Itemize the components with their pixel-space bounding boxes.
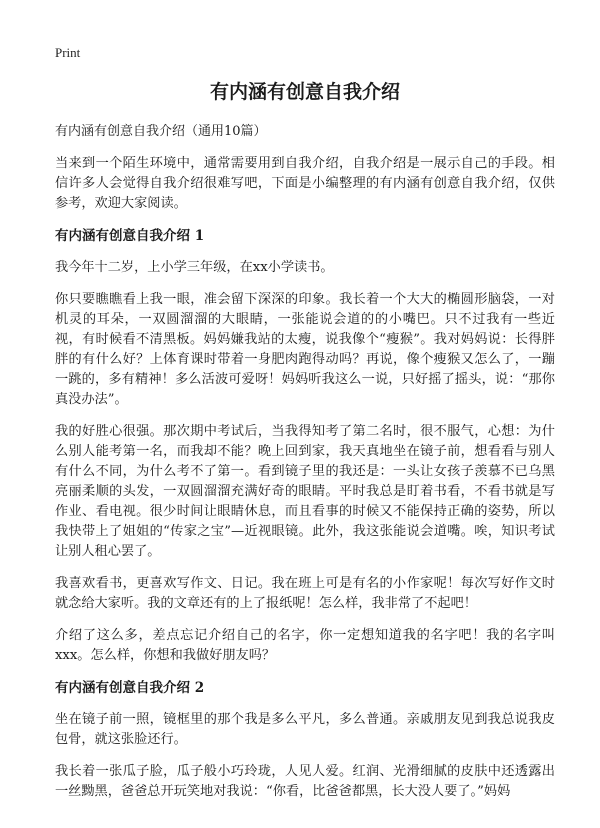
intro-paragraph: 当来到一个陌生环境中，通常需要用到自我介绍，自我介绍是一展示自己的手段。相信许多人会觉得自我介绍很难写吧，下面是小编整理的有内涵有创意自我介绍，仅供参考，欢迎大家阅读。 bbox=[55, 156, 555, 211]
section-2-paragraph-2: 我长着一张瓜子脸，瓜子般小巧玲珑，人见人爱。红润、光滑细腻的皮肤中还透露出一丝黝黑，爸爸总开玩笑地对我说：“你看，比爸爸都黑，长大没人要了。”妈妈 bbox=[55, 764, 555, 799]
print-link[interactable]: Print bbox=[55, 45, 81, 60]
document-subtitle: 有内涵有创意自我介绍（通用10篇） bbox=[55, 124, 267, 139]
section-1-paragraph-3: 我的好胜心很强。那次期中考试后，当我得知考了第二名时，很不服气，心想：为什么别人能考第一名，而我却不能？晚上回到家，我天真地坐在镜子前，想看看与别人有什么不同，为什么考不了第一。看到镜子里的我还是：一头让女孩子羡慕不已乌黑亮丽柔顺的头发，一双圆溜溜充满好奇的眼睛。平时我总是盯着书看，不看书就是写作业、看电视。很少时间让眼睛休息，而且看事的时候又不能保持正确的姿势，所以我快带上了姐姐的“传家之宝”—近视眼镜。此外，我这张能说会道嘴。唉，知识考试让别人租心罢了。 bbox=[55, 424, 555, 559]
section-1-paragraph-5: 介绍了这么多，差点忘记介绍自己的名字，你一定想知道我的名字吧！我的名字叫xxx。怎么样，你想和我做好朋友吗？ bbox=[55, 628, 555, 663]
section-heading-2: 有内涵有创意自我介绍 2 bbox=[55, 680, 205, 696]
section-2-paragraph-1: 坐在镜子前一照，镜框里的那个我是多么平凡，多么普通。亲戚朋友见到我总说我皮包骨，就这张脸还行。 bbox=[55, 712, 555, 747]
section-1-paragraph-4: 我喜欢看书，更喜欢写作文、日记。我在班上可是有名的小作家呢！每次写好作文时就念给大家听。我的文章还有的上了报纸呢！怎么样，我非常了不起吧！ bbox=[55, 576, 555, 611]
document-body bbox=[55, 80, 555, 814]
section-1-paragraph-2: 你只要瞧瞧看上我一眼，准会留下深深的印象。我长着一个大大的椭圆形脑袋，一对机灵的耳朵，一双圆溜溜的大眼睛，一张能说会道的的小嘴巴。只不过我有一些近视，有时候看不清黑板。妈妈嫌我站的太瘦，说我像个“瘦猴”。我对妈妈说：长得胖胖的有什么好？上体育课时带着一身肥肉跑得动吗？再说，像个瘦猴又怎么了，一蹦一跳的，多有精神！多么活波可爱呀！妈妈听我这么一说，只好摇了摇头，说：“那你真没办法”。 bbox=[55, 292, 555, 407]
section-1-paragraph-1: 我今年十二岁，上小学三年级，在xx小学读书。 bbox=[55, 260, 334, 275]
section-heading-1: 有内涵有创意自我介绍 1 bbox=[55, 228, 205, 244]
page-title: 有内涵有创意自我介绍 bbox=[209, 81, 400, 103]
